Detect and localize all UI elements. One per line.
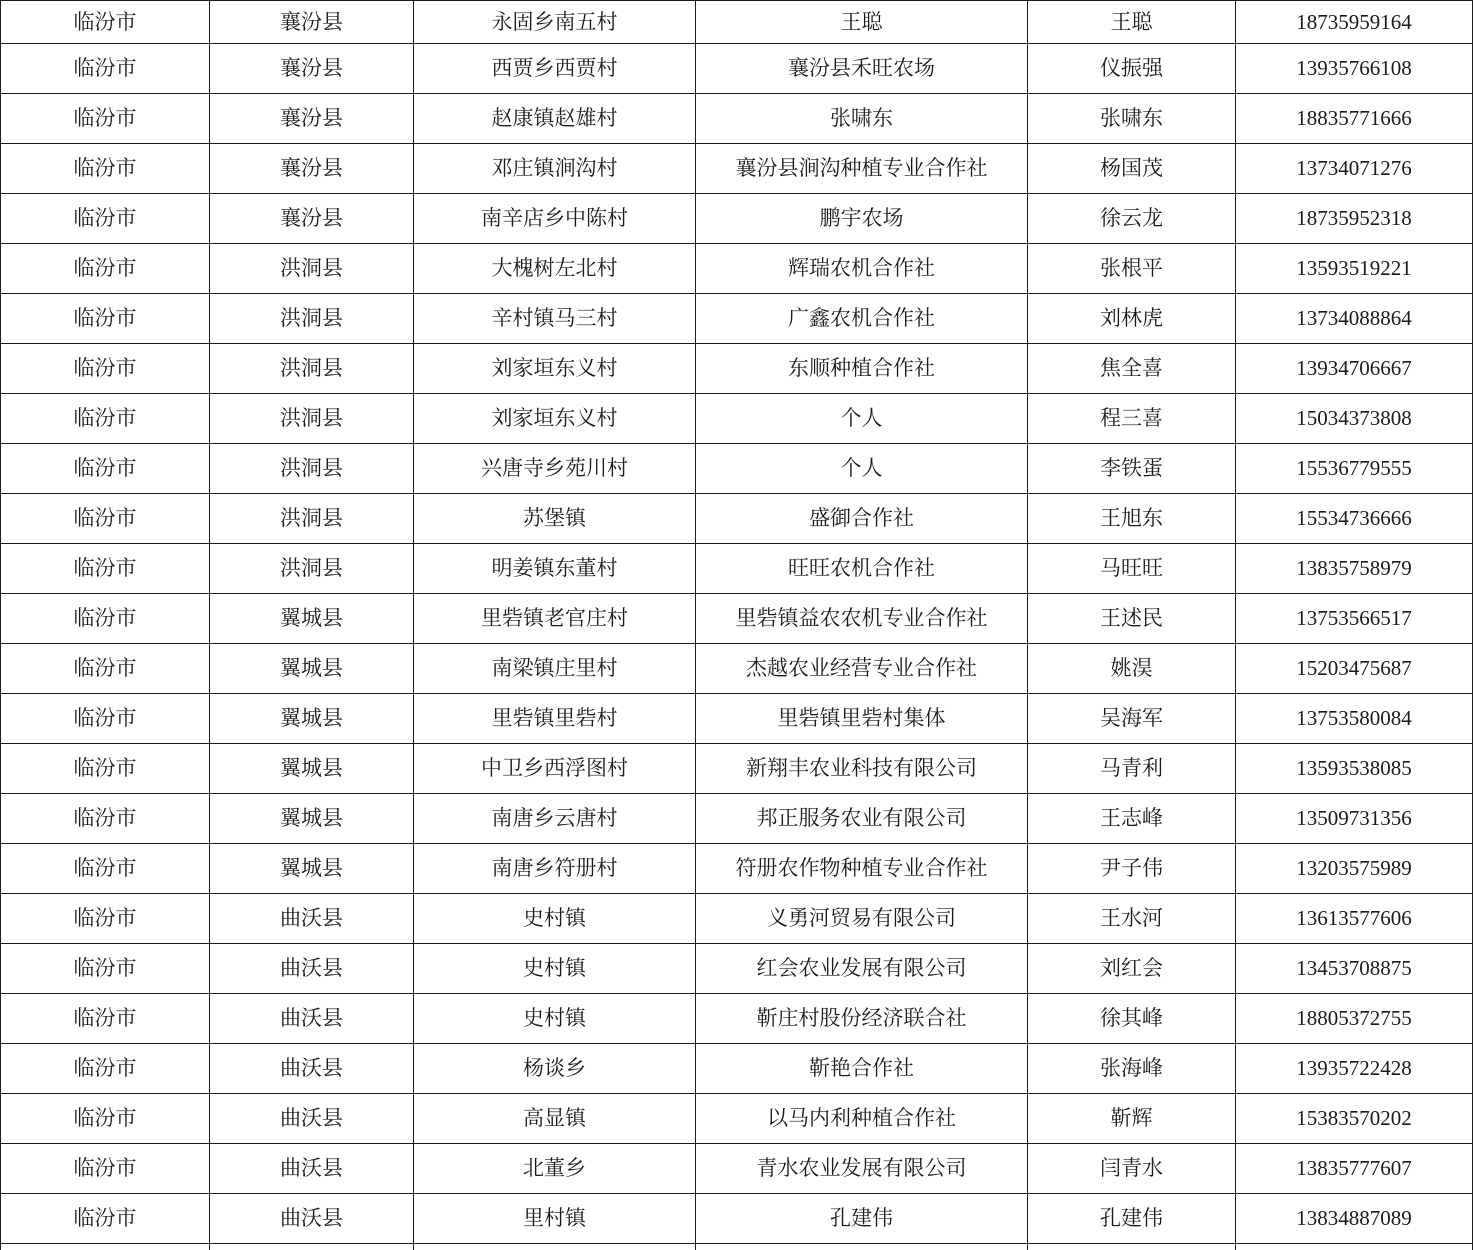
cell-phone: 13509731356 bbox=[1236, 794, 1473, 844]
cell-city: 临汾市 bbox=[1, 794, 210, 844]
cell-name: 辉瑞农机合作社 bbox=[696, 244, 1028, 294]
table-row bbox=[1, 944, 1473, 994]
cell-city: 临汾市 bbox=[1, 544, 210, 594]
cell-contact: 王述民 bbox=[1028, 594, 1236, 644]
cell-empty bbox=[414, 1244, 696, 1250]
table-row bbox=[1, 144, 1473, 194]
cell-village: 南唐乡云唐村 bbox=[414, 794, 696, 844]
cell-village: 北董乡 bbox=[414, 1144, 696, 1194]
cell-city: 临汾市 bbox=[1, 444, 210, 494]
cell-city: 临汾市 bbox=[1, 144, 210, 194]
cell-city: 临汾市 bbox=[1, 344, 210, 394]
cell-contact: 徐其峰 bbox=[1028, 994, 1236, 1044]
cell-phone: 13613577606 bbox=[1236, 894, 1473, 944]
cell-contact: 杨国茂 bbox=[1028, 144, 1236, 194]
cell-phone: 13734088864 bbox=[1236, 294, 1473, 344]
cell-contact: 王志峰 bbox=[1028, 794, 1236, 844]
cell-name: 红会农业发展有限公司 bbox=[696, 944, 1028, 994]
cell-name: 旺旺农机合作社 bbox=[696, 544, 1028, 594]
cell-contact: 尹子伟 bbox=[1028, 844, 1236, 894]
cell-city: 临汾市 bbox=[1, 594, 210, 644]
cell-name: 个人 bbox=[696, 444, 1028, 494]
cell-contact: 李铁蛋 bbox=[1028, 444, 1236, 494]
cell-contact: 王水河 bbox=[1028, 894, 1236, 944]
cell-phone: 18805372755 bbox=[1236, 994, 1473, 1044]
cell-county: 翼城县 bbox=[210, 844, 414, 894]
cell-city: 临汾市 bbox=[1, 694, 210, 744]
cell-name: 邦正服务农业有限公司 bbox=[696, 794, 1028, 844]
cell-phone: 15536779555 bbox=[1236, 444, 1473, 494]
cell-name: 靳庄村股份经济联合社 bbox=[696, 994, 1028, 1044]
table-row bbox=[1, 444, 1473, 494]
cell-county: 襄汾县 bbox=[210, 144, 414, 194]
cell-city: 临汾市 bbox=[1, 1, 210, 44]
table-row bbox=[1, 844, 1473, 894]
cell-city: 临汾市 bbox=[1, 394, 210, 444]
cell-contact: 程三喜 bbox=[1028, 394, 1236, 444]
cell-phone: 18835771666 bbox=[1236, 94, 1473, 144]
cell-contact: 孔建伟 bbox=[1028, 1194, 1236, 1244]
table-row bbox=[1, 594, 1473, 644]
table-row bbox=[1, 544, 1473, 594]
cell-phone: 18735959164 bbox=[1236, 1, 1473, 44]
table-row bbox=[1, 1, 1473, 44]
cell-county: 翼城县 bbox=[210, 744, 414, 794]
cell-county: 曲沃县 bbox=[210, 1044, 414, 1094]
cell-empty bbox=[1028, 1244, 1236, 1250]
table-row bbox=[1, 1044, 1473, 1094]
cell-name: 襄汾县涧沟种植专业合作社 bbox=[696, 144, 1028, 194]
cell-name: 杰越农业经营专业合作社 bbox=[696, 644, 1028, 694]
cell-name: 里砦镇益农农机专业合作社 bbox=[696, 594, 1028, 644]
cell-village: 刘家垣东义村 bbox=[414, 344, 696, 394]
table-row bbox=[1, 744, 1473, 794]
cell-name: 青水农业发展有限公司 bbox=[696, 1144, 1028, 1194]
cell-village: 史村镇 bbox=[414, 994, 696, 1044]
cell-empty bbox=[1, 1244, 210, 1250]
cell-phone: 13753566517 bbox=[1236, 594, 1473, 644]
cell-county: 洪洞县 bbox=[210, 494, 414, 544]
cell-phone: 13453708875 bbox=[1236, 944, 1473, 994]
table-row bbox=[1, 194, 1473, 244]
cell-contact: 王聪 bbox=[1028, 1, 1236, 44]
cell-county: 襄汾县 bbox=[210, 44, 414, 94]
table-row bbox=[1, 994, 1473, 1044]
cell-county: 曲沃县 bbox=[210, 944, 414, 994]
table-row bbox=[1, 694, 1473, 744]
cell-village: 苏堡镇 bbox=[414, 494, 696, 544]
cell-village: 里村镇 bbox=[414, 1194, 696, 1244]
cell-village: 明姜镇东董村 bbox=[414, 544, 696, 594]
cell-phone: 13734071276 bbox=[1236, 144, 1473, 194]
cell-county: 翼城县 bbox=[210, 644, 414, 694]
cell-city: 临汾市 bbox=[1, 894, 210, 944]
cell-name: 以马内利种植合作社 bbox=[696, 1094, 1028, 1144]
cell-county: 曲沃县 bbox=[210, 994, 414, 1044]
cell-name: 广鑫农机合作社 bbox=[696, 294, 1028, 344]
cell-city: 临汾市 bbox=[1, 844, 210, 894]
cell-city: 临汾市 bbox=[1, 944, 210, 994]
cell-village: 杨谈乡 bbox=[414, 1044, 696, 1094]
cell-contact: 张根平 bbox=[1028, 244, 1236, 294]
cell-contact: 张海峰 bbox=[1028, 1044, 1236, 1094]
cell-village: 史村镇 bbox=[414, 894, 696, 944]
cell-name: 襄汾县禾旺农场 bbox=[696, 44, 1028, 94]
cell-village: 史村镇 bbox=[414, 944, 696, 994]
table-row bbox=[1, 344, 1473, 394]
cell-county: 洪洞县 bbox=[210, 344, 414, 394]
cell-city: 临汾市 bbox=[1, 994, 210, 1044]
cell-village: 南梁镇庄里村 bbox=[414, 644, 696, 694]
cell-name: 新翔丰农业科技有限公司 bbox=[696, 744, 1028, 794]
cell-contact: 姚淏 bbox=[1028, 644, 1236, 694]
cell-contact: 靳辉 bbox=[1028, 1094, 1236, 1144]
cell-name: 孔建伟 bbox=[696, 1194, 1028, 1244]
table-row bbox=[1, 1194, 1473, 1244]
table-row bbox=[1, 894, 1473, 944]
cell-county: 襄汾县 bbox=[210, 194, 414, 244]
cell-village: 里砦镇里砦村 bbox=[414, 694, 696, 744]
cell-county: 洪洞县 bbox=[210, 244, 414, 294]
cell-county: 曲沃县 bbox=[210, 894, 414, 944]
cell-phone: 13753580084 bbox=[1236, 694, 1473, 744]
cell-city: 临汾市 bbox=[1, 1094, 210, 1144]
cell-contact: 吴海军 bbox=[1028, 694, 1236, 744]
cell-city: 临汾市 bbox=[1, 1194, 210, 1244]
cell-city: 临汾市 bbox=[1, 194, 210, 244]
cell-city: 临汾市 bbox=[1, 244, 210, 294]
table-row bbox=[1, 294, 1473, 344]
cell-contact: 张啸东 bbox=[1028, 94, 1236, 144]
cell-county: 翼城县 bbox=[210, 694, 414, 744]
cell-county: 曲沃县 bbox=[210, 1094, 414, 1144]
cell-city: 临汾市 bbox=[1, 44, 210, 94]
cell-phone: 13593538085 bbox=[1236, 744, 1473, 794]
cell-phone: 13935722428 bbox=[1236, 1044, 1473, 1094]
cell-county: 曲沃县 bbox=[210, 1194, 414, 1244]
cell-contact: 马青利 bbox=[1028, 744, 1236, 794]
cell-contact: 徐云龙 bbox=[1028, 194, 1236, 244]
cell-city: 临汾市 bbox=[1, 294, 210, 344]
cell-phone: 13834887089 bbox=[1236, 1194, 1473, 1244]
cell-name: 鹏宇农场 bbox=[696, 194, 1028, 244]
table-row bbox=[1, 494, 1473, 544]
cell-phone: 15034373808 bbox=[1236, 394, 1473, 444]
cell-name: 符册农作物种植专业合作社 bbox=[696, 844, 1028, 894]
cell-village: 永固乡南五村 bbox=[414, 1, 696, 44]
cell-name: 盛御合作社 bbox=[696, 494, 1028, 544]
cell-name: 靳艳合作社 bbox=[696, 1044, 1028, 1094]
cell-county: 洪洞县 bbox=[210, 294, 414, 344]
cell-contact: 刘红会 bbox=[1028, 944, 1236, 994]
cell-name: 里砦镇里砦村集体 bbox=[696, 694, 1028, 744]
table-row bbox=[1, 794, 1473, 844]
cell-name: 张啸东 bbox=[696, 94, 1028, 144]
table-row bbox=[1, 44, 1473, 94]
cell-contact: 仪振强 bbox=[1028, 44, 1236, 94]
contacts-table-body bbox=[1, 1, 1473, 1250]
cell-city: 临汾市 bbox=[1, 644, 210, 694]
table-row bbox=[1, 394, 1473, 444]
cell-city: 临汾市 bbox=[1, 494, 210, 544]
cell-village: 南唐乡符册村 bbox=[414, 844, 696, 894]
cell-village: 高显镇 bbox=[414, 1094, 696, 1144]
cell-village: 邓庄镇涧沟村 bbox=[414, 144, 696, 194]
cell-phone: 13593519221 bbox=[1236, 244, 1473, 294]
cell-phone: 13835758979 bbox=[1236, 544, 1473, 594]
cell-village: 兴唐寺乡苑川村 bbox=[414, 444, 696, 494]
cell-contact: 马旺旺 bbox=[1028, 544, 1236, 594]
cell-village: 刘家垣东义村 bbox=[414, 394, 696, 444]
table-row bbox=[1, 644, 1473, 694]
cell-village: 南辛店乡中陈村 bbox=[414, 194, 696, 244]
cell-phone: 13835777607 bbox=[1236, 1144, 1473, 1194]
cell-name: 东顺种植合作社 bbox=[696, 344, 1028, 394]
cell-village: 赵康镇赵雄村 bbox=[414, 94, 696, 144]
cell-village: 西贾乡西贾村 bbox=[414, 44, 696, 94]
cell-name: 个人 bbox=[696, 394, 1028, 444]
cell-county: 洪洞县 bbox=[210, 544, 414, 594]
cell-county: 襄汾县 bbox=[210, 1, 414, 44]
cell-phone: 15383570202 bbox=[1236, 1094, 1473, 1144]
cell-village: 大槐树左北村 bbox=[414, 244, 696, 294]
table-row-partial bbox=[1, 1244, 1473, 1250]
cell-name: 义勇河贸易有限公司 bbox=[696, 894, 1028, 944]
cell-phone: 15534736666 bbox=[1236, 494, 1473, 544]
cell-city: 临汾市 bbox=[1, 744, 210, 794]
cell-village: 辛村镇马三村 bbox=[414, 294, 696, 344]
cell-empty bbox=[1236, 1244, 1473, 1250]
cell-county: 襄汾县 bbox=[210, 94, 414, 144]
cell-city: 临汾市 bbox=[1, 1044, 210, 1094]
cell-county: 洪洞县 bbox=[210, 444, 414, 494]
cell-contact: 刘林虎 bbox=[1028, 294, 1236, 344]
cell-phone: 13203575989 bbox=[1236, 844, 1473, 894]
cell-name: 王聪 bbox=[696, 1, 1028, 44]
cell-phone: 15203475687 bbox=[1236, 644, 1473, 694]
table-row bbox=[1, 94, 1473, 144]
table-row bbox=[1, 1144, 1473, 1194]
cell-county: 曲沃县 bbox=[210, 1144, 414, 1194]
cell-village: 中卫乡西浮图村 bbox=[414, 744, 696, 794]
cell-village: 里砦镇老官庄村 bbox=[414, 594, 696, 644]
table-row bbox=[1, 244, 1473, 294]
table-row bbox=[1, 1094, 1473, 1144]
cell-city: 临汾市 bbox=[1, 1144, 210, 1194]
cell-contact: 闫青水 bbox=[1028, 1144, 1236, 1194]
cell-empty bbox=[696, 1244, 1028, 1250]
cell-phone: 13934706667 bbox=[1236, 344, 1473, 394]
cell-contact: 王旭东 bbox=[1028, 494, 1236, 544]
cell-county: 翼城县 bbox=[210, 794, 414, 844]
cell-empty bbox=[210, 1244, 414, 1250]
cell-contact: 焦全喜 bbox=[1028, 344, 1236, 394]
cell-phone: 18735952318 bbox=[1236, 194, 1473, 244]
cell-city: 临汾市 bbox=[1, 94, 210, 144]
cell-phone: 13935766108 bbox=[1236, 44, 1473, 94]
cell-county: 翼城县 bbox=[210, 594, 414, 644]
cell-county: 洪洞县 bbox=[210, 394, 414, 444]
